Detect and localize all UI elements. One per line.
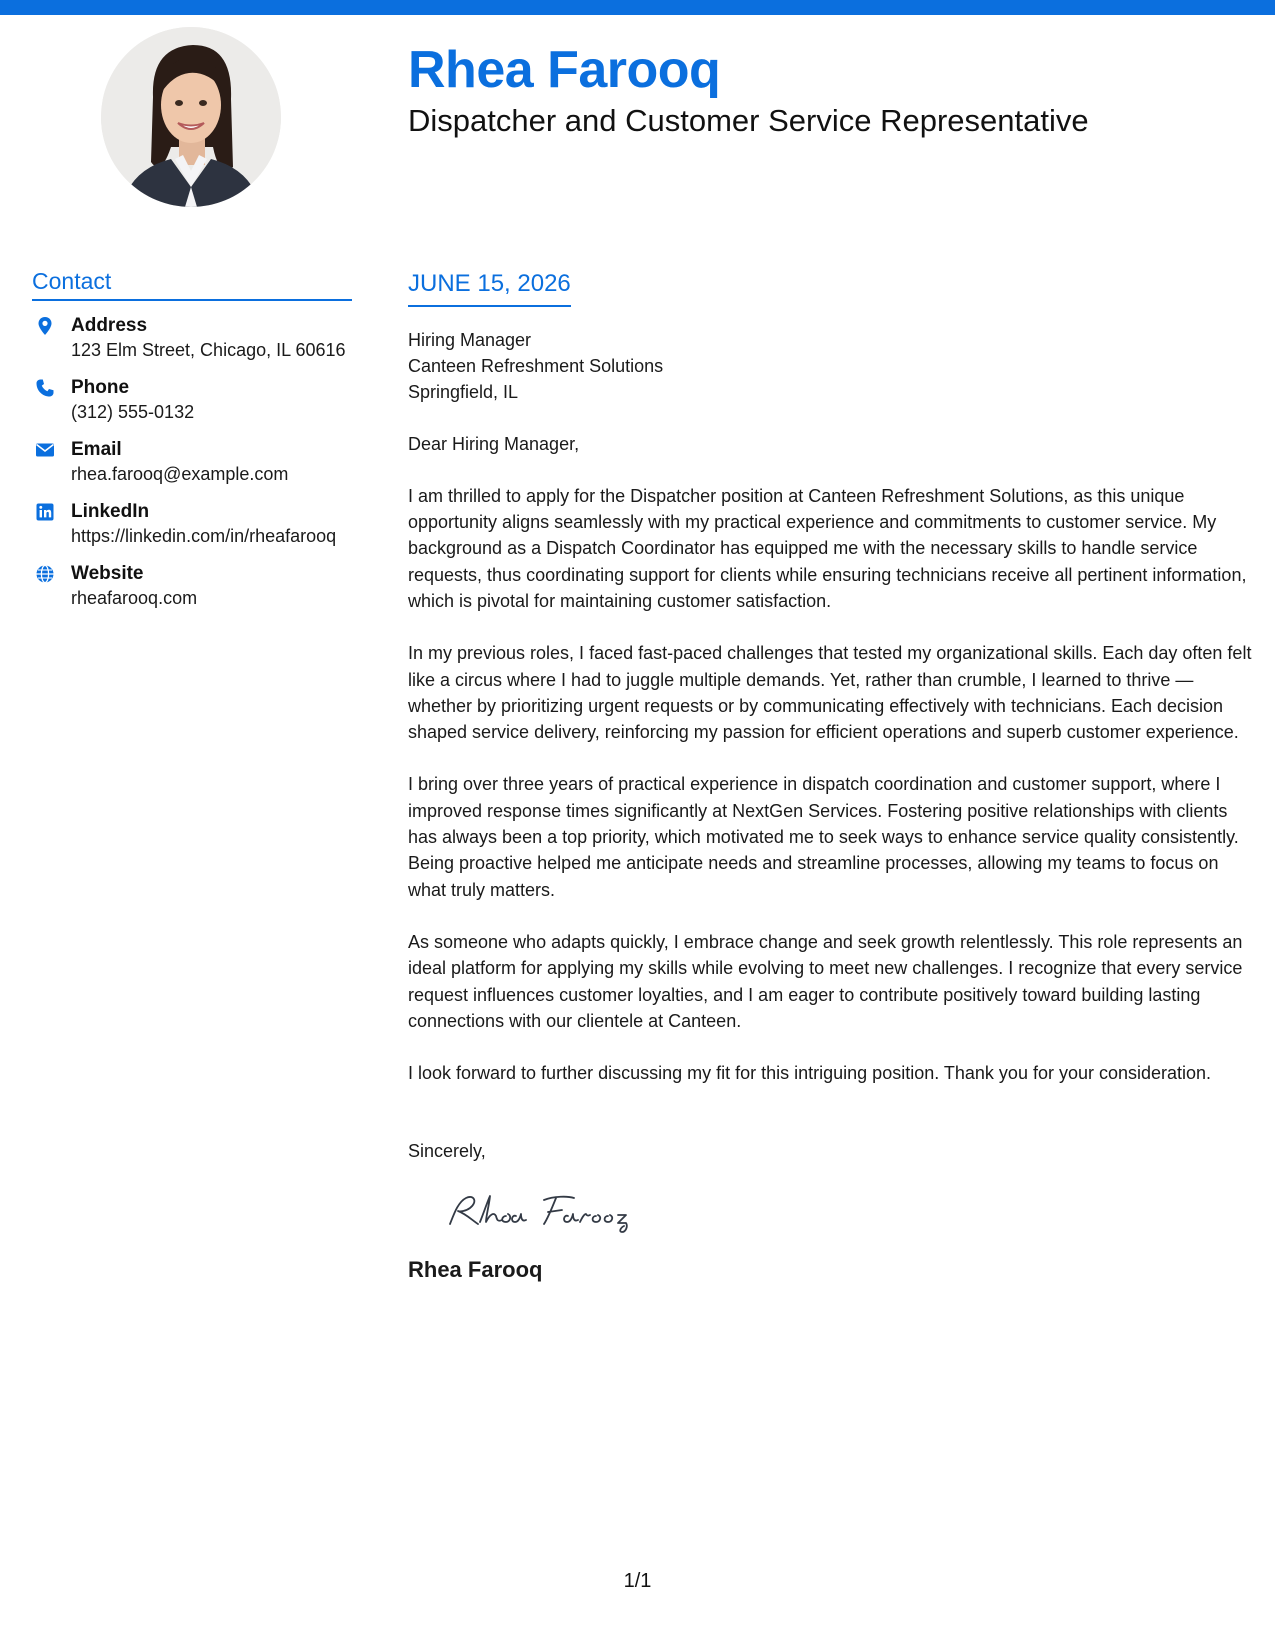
email-icon	[35, 440, 55, 460]
contact-heading: Contact	[32, 268, 352, 301]
address-value: 123 Elm Street, Chicago, IL 60616	[71, 339, 346, 360]
body-paragraph: I am thrilled to apply for the Dispatcher position at Canteen Refreshment Solutions, as this unique opportunity aligns seamlessly with my practical experience and commitments to customer service. My background as a Dispatch Coordinator has equipped me with the necessary skills to handle service requests, thus coordinating support for clients while ensuring technicians receive all pertinent information, which is pivotal for maintaining customer satisfaction.	[408, 485, 1247, 611]
closing: Sincerely,	[408, 1141, 486, 1162]
applicant-name: Rhea Farooq	[408, 41, 721, 99]
page-number: 1/1	[623, 1570, 652, 1592]
body-paragraph: I bring over three years of practical experience in dispatch coordination and customer support, where I improved response times significantly at NextGen Services. Fostering positive relationships with clients has always been a top priority, which motivated me to seek ways to enhance service quality consistently. Being proactive helped me anticipate needs and streamline processes, allowing my teams to focus on what truly matters.	[408, 774, 1239, 900]
recipient-line: Springfield, IL	[408, 381, 519, 402]
job-title: Dispatcher and Customer Service Representative	[408, 103, 1089, 138]
linkedin-label: LinkedIn	[71, 500, 150, 522]
contact-website	[32, 562, 352, 611]
letter-date: JUNE 15, 2026	[408, 270, 571, 307]
profile-photo	[101, 27, 281, 207]
signer-name: Rhea Farooq	[408, 1257, 543, 1283]
email-label: Email	[71, 438, 122, 460]
phone-value[interactable]: (312) 555-0132	[71, 401, 195, 422]
recipient-line: Hiring Manager	[408, 329, 532, 350]
letter-body	[408, 270, 1253, 1284]
body-paragraph: As someone who adapts quickly, I embrace change and seek growth relentlessly. This role represents an ideal platform for applying my skills while evolving to meet new challenges. I recognize that every service request influences customer loyalties, and I am eager to contribute positively toward building lasting connections with our clientele at Canteen.	[408, 931, 1243, 1031]
phone-label: Phone	[71, 376, 130, 398]
contact-email	[32, 438, 352, 487]
body-paragraph: In my previous roles, I faced fast-paced challenges that tested my organizational skills. Each day often felt like a circus where I had to juggle multiple demands. Yet, rather than crumble, I learned to thrive — whether by prioritizing urgent requests or by communicating effectively with technicians. Each decision shaped service delivery, reinforcing my passion for efficient operations and superb customer experience.	[408, 643, 1252, 743]
contact-sidebar	[32, 268, 352, 611]
email-value[interactable]: rhea.farooq@example.com	[71, 463, 289, 484]
handwritten-signature	[444, 1186, 644, 1236]
contact-address	[32, 314, 352, 363]
linkedin-value[interactable]: https://linkedin.com/in/rheafarooq	[71, 525, 337, 546]
recipient-line: Canteen Refreshment Solutions	[408, 355, 664, 376]
linkedin-icon	[35, 502, 55, 522]
recipient-block	[408, 327, 1253, 405]
contact-linkedin	[32, 500, 352, 549]
address-label: Address	[71, 314, 148, 336]
top-accent-bar	[0, 0, 1275, 15]
globe-icon	[35, 564, 55, 584]
location-pin-icon	[35, 316, 55, 336]
contact-phone	[32, 376, 352, 425]
website-label: Website	[71, 562, 144, 584]
body-paragraph: I look forward to further discussing my fit for this intriguing position. Thank you for your consideration.	[408, 1063, 1212, 1084]
phone-icon	[35, 378, 55, 398]
website-value[interactable]: rheafarooq.com	[71, 587, 198, 608]
salutation: Dear Hiring Manager,	[408, 433, 580, 454]
